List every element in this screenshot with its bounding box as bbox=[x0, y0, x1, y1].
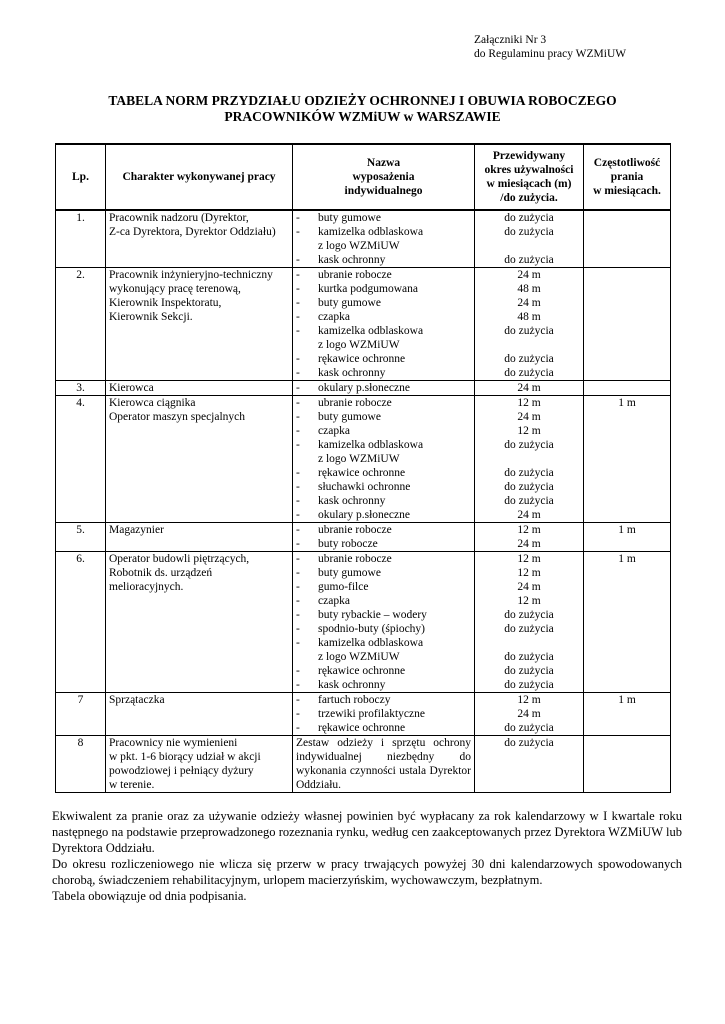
equipment-item bbox=[296, 239, 471, 253]
equipment-item bbox=[296, 466, 471, 480]
period-value: do zużycia bbox=[504, 254, 554, 266]
period-value: do zużycia bbox=[504, 495, 554, 507]
period-value: do zużycia bbox=[504, 722, 554, 734]
row-character bbox=[106, 210, 293, 268]
bullet-dash: - bbox=[296, 665, 300, 677]
equipment-item-label: buty gumowe bbox=[318, 411, 381, 423]
row-lp: 4. bbox=[56, 396, 106, 523]
equipment-item bbox=[296, 678, 471, 692]
equipment-item-label: rękawice ochronne bbox=[318, 665, 406, 677]
bullet-dash: - bbox=[296, 269, 300, 281]
equipment-item-label: kask ochronny bbox=[318, 679, 386, 691]
equipment-item bbox=[296, 693, 471, 707]
equipment-item-label: buty gumowe bbox=[318, 297, 381, 309]
equipment-item-label: słuchawki ochronne bbox=[318, 481, 411, 493]
header-usage-period: Przewidywany okres używalności w miesiącach (m) /do zużycia. bbox=[475, 144, 584, 210]
period-value: 48 m bbox=[517, 311, 541, 323]
bullet-dash: - bbox=[296, 297, 300, 309]
equipment-item bbox=[296, 438, 471, 452]
annex-number: Załączniki Nr 3 bbox=[474, 34, 547, 46]
annex-regulation: do Regulaminu pracy WZMiUW bbox=[474, 48, 627, 60]
equipment-item-label: buty gumowe bbox=[318, 212, 381, 224]
equipment-item bbox=[296, 366, 471, 380]
row-period: do zużycia bbox=[475, 736, 584, 793]
bullet-dash: - bbox=[296, 283, 300, 295]
bullet-dash: - bbox=[296, 467, 300, 479]
equipment-item-label: buty robocze bbox=[318, 538, 378, 550]
bullet-dash: - bbox=[296, 425, 300, 437]
period-value: 48 m bbox=[517, 283, 541, 295]
row-period bbox=[475, 268, 584, 381]
row-washing: 1 m bbox=[584, 552, 671, 693]
table-row bbox=[56, 552, 671, 693]
footer-paragraph-validity: Tabela obowiązuje od dnia podpisania. bbox=[52, 889, 247, 903]
footer-paragraph-settlement: Do okresu rozliczeniowego nie wlicza się przerw w pracy trwających powyżej 30 dni kalendarzowych spowodowanych chorobą, świadczeniem rehabilitacyjnym, urlopem macierzyńskim, wychowawczym, bezpłatnym. bbox=[52, 857, 682, 887]
bullet-dash: - bbox=[296, 439, 300, 451]
character-line: Sprzątaczka bbox=[109, 694, 165, 706]
equipment-item-label: ubranie robocze bbox=[318, 524, 392, 536]
bullet-dash: - bbox=[296, 411, 300, 423]
equipment-item bbox=[296, 707, 471, 721]
equipment-item-label: spodnio-buty (śpiochy) bbox=[318, 623, 426, 635]
equipment-item bbox=[296, 721, 471, 735]
character-line: Kierownik Sekcji. bbox=[109, 311, 193, 323]
bullet-dash: - bbox=[296, 495, 300, 507]
period-value bbox=[478, 636, 580, 650]
period-value: do zużycia bbox=[504, 679, 554, 691]
equipment-item bbox=[296, 664, 471, 678]
character-line: Magazynier bbox=[109, 524, 164, 536]
row-equipment bbox=[293, 523, 475, 552]
row-lp: 1. bbox=[56, 210, 106, 268]
period-value: 24 m bbox=[517, 297, 541, 309]
equipment-item bbox=[296, 508, 471, 522]
document-title-line2: PRACOWNIKÓW WZMiUW w WARSZAWIE bbox=[224, 109, 501, 124]
bullet-dash: - bbox=[296, 254, 300, 266]
equipment-item bbox=[296, 594, 471, 608]
equipment-item bbox=[296, 225, 471, 239]
bullet-dash: - bbox=[296, 538, 300, 550]
row-equipment-text: Zestaw odzieży i sprzętu ochrony indywidualnej niezbędny do wykonania czynności ustala Dyrektor Oddziału. bbox=[293, 736, 475, 793]
equipment-item bbox=[296, 552, 471, 566]
equipment-item bbox=[296, 338, 471, 352]
period-value: 24 m bbox=[517, 581, 541, 593]
equipment-item-label: trzewiki profilaktyczne bbox=[318, 708, 425, 720]
equipment-item bbox=[296, 282, 471, 296]
row-period bbox=[475, 523, 584, 552]
equipment-item-label: kamizelka odblaskowa bbox=[318, 637, 424, 649]
equipment-item bbox=[296, 296, 471, 310]
character-line: Kierownik Inspektoratu, bbox=[109, 297, 222, 309]
footer-notes bbox=[52, 808, 682, 904]
equipment-item bbox=[296, 480, 471, 494]
period-value: do zużycia bbox=[504, 439, 554, 451]
equipment-item bbox=[296, 566, 471, 580]
bullet-dash: - bbox=[296, 623, 300, 635]
row-lp: 7 bbox=[56, 693, 106, 736]
row-period bbox=[475, 693, 584, 736]
header-lp: Lp. bbox=[56, 144, 106, 210]
bullet-dash: - bbox=[296, 367, 300, 379]
table-row bbox=[56, 268, 671, 381]
period-value: do zużycia bbox=[504, 325, 554, 337]
bullet-dash: - bbox=[296, 722, 300, 734]
bullet-dash: - bbox=[296, 637, 300, 649]
equipment-item-label: ubranie robocze bbox=[318, 269, 392, 281]
row-lp: 6. bbox=[56, 552, 106, 693]
character-line: Operator budowli piętrzących, bbox=[109, 553, 250, 565]
equipment-item-label: rękawice ochronne bbox=[318, 353, 406, 365]
equipment-item bbox=[296, 253, 471, 267]
table-row bbox=[56, 210, 671, 268]
equipment-item bbox=[296, 494, 471, 508]
bullet-dash: - bbox=[296, 509, 300, 521]
bullet-dash: - bbox=[296, 325, 300, 337]
row-equipment bbox=[293, 552, 475, 693]
bullet-dash: - bbox=[296, 581, 300, 593]
row-character bbox=[106, 552, 293, 693]
equipment-item-label: czapka bbox=[318, 311, 350, 323]
period-value: do zużycia bbox=[504, 212, 554, 224]
period-value: 24 m bbox=[517, 509, 541, 521]
table-row bbox=[56, 381, 671, 396]
bullet-dash: - bbox=[296, 353, 300, 365]
equipment-item bbox=[296, 211, 471, 225]
row-washing bbox=[584, 210, 671, 268]
table-header-row bbox=[56, 144, 671, 210]
period-value: 12 m bbox=[517, 567, 541, 579]
equipment-item bbox=[296, 622, 471, 636]
bullet-dash: - bbox=[296, 694, 300, 706]
equipment-item-label: kamizelka odblaskowa bbox=[318, 439, 424, 451]
bullet-dash: - bbox=[296, 595, 300, 607]
character-line: melioracyjnych. bbox=[109, 581, 184, 593]
period-value: do zużycia bbox=[504, 367, 554, 379]
character-line: Robotnik ds. urządzeń bbox=[109, 567, 213, 579]
equipment-item-label: z logo WZMiUW bbox=[318, 339, 400, 351]
row-washing bbox=[584, 736, 671, 793]
period-value: do zużycia bbox=[504, 623, 554, 635]
row-character bbox=[106, 268, 293, 381]
period-value bbox=[478, 239, 580, 253]
row-lp: 8 bbox=[56, 736, 106, 793]
document-title-line1: TABELA NORM PRZYDZIAŁU ODZIEŻY OCHRONNEJ I OBUWIA ROBOCZEGO bbox=[108, 93, 617, 108]
equipment-item-label: rękawice ochronne bbox=[318, 467, 406, 479]
equipment-item bbox=[296, 537, 471, 551]
bullet-dash: - bbox=[296, 553, 300, 565]
equipment-item-label: z logo WZMiUW bbox=[318, 651, 400, 663]
row-character bbox=[106, 396, 293, 523]
period-value: do zużycia bbox=[504, 353, 554, 365]
bullet-dash: - bbox=[296, 679, 300, 691]
row-equipment bbox=[293, 693, 475, 736]
period-value: do zużycia bbox=[504, 665, 554, 677]
period-value bbox=[478, 452, 580, 466]
equipment-item-label: kamizelka odblaskowa bbox=[318, 325, 424, 337]
row-lp: 5. bbox=[56, 523, 106, 552]
table-row bbox=[56, 396, 671, 523]
row-equipment bbox=[293, 268, 475, 381]
header-equipment-name: Nazwa wyposażenia indywidualnego bbox=[293, 144, 475, 210]
row-period bbox=[475, 552, 584, 693]
character-line: Pracownik nadzoru (Dyrektor, bbox=[109, 212, 249, 224]
equipment-item-label: fartuch roboczy bbox=[318, 694, 391, 706]
equipment-item bbox=[296, 636, 471, 650]
character-line: Operator maszyn specjalnych bbox=[109, 411, 246, 423]
row-character bbox=[106, 523, 293, 552]
period-value: do zużycia bbox=[504, 609, 554, 621]
period-value: do zużycia bbox=[504, 226, 554, 238]
equipment-item-label: kamizelka odblaskowa bbox=[318, 226, 424, 238]
row-washing: 1 m bbox=[584, 523, 671, 552]
row-period bbox=[475, 210, 584, 268]
document-title bbox=[40, 93, 685, 125]
bullet-dash: - bbox=[296, 226, 300, 238]
equipment-item bbox=[296, 268, 471, 282]
row-washing bbox=[584, 268, 671, 381]
period-value: do zużycia bbox=[504, 651, 554, 663]
row-equipment bbox=[293, 381, 475, 396]
period-value: 12 m bbox=[517, 595, 541, 607]
bullet-dash: - bbox=[296, 382, 300, 394]
row-character bbox=[106, 381, 293, 396]
equipment-item-label: okulary p.słoneczne bbox=[318, 382, 410, 394]
equipment-item bbox=[296, 396, 471, 410]
row-lp: 3. bbox=[56, 381, 106, 396]
header-character: Charakter wykonywanej pracy bbox=[106, 144, 293, 210]
row-period bbox=[475, 381, 584, 396]
character-line: Z-ca Dyrektora, Dyrektor Oddziału) bbox=[109, 226, 276, 238]
bullet-dash: - bbox=[296, 609, 300, 621]
equipment-item bbox=[296, 324, 471, 338]
equipment-item bbox=[296, 650, 471, 664]
equipment-item-label: kask ochronny bbox=[318, 367, 386, 379]
bullet-dash: - bbox=[296, 481, 300, 493]
equipment-item-label: ubranie robocze bbox=[318, 397, 392, 409]
row-character bbox=[106, 693, 293, 736]
row-period bbox=[475, 396, 584, 523]
equipment-item-label: rękawice ochronne bbox=[318, 722, 406, 734]
period-value: do zużycia bbox=[504, 481, 554, 493]
equipment-item-label: buty gumowe bbox=[318, 567, 381, 579]
annex-reference bbox=[474, 33, 626, 61]
period-value: 12 m bbox=[517, 425, 541, 437]
table-row bbox=[56, 693, 671, 736]
period-value: 12 m bbox=[517, 524, 541, 536]
equipment-item-label: ubranie robocze bbox=[318, 553, 392, 565]
character-line: wykonujący pracę terenową, bbox=[109, 283, 241, 295]
row-washing: 1 m bbox=[584, 396, 671, 523]
period-value: 24 m bbox=[517, 269, 541, 281]
period-value: 24 m bbox=[517, 538, 541, 550]
header-washing-frequency: Częstotliwość prania w miesiącach. bbox=[584, 144, 671, 210]
row-equipment bbox=[293, 210, 475, 268]
equipment-item-label: czapka bbox=[318, 425, 350, 437]
footer-paragraph-equivalent: Ekwiwalent za pranie oraz za używanie odzieży własnej powinien być wypłacany za rok kalendarzowy w I kwartale roku następnego na podstawie przeprowadzonego rozeznania rynku, według cen zaakceptowanych przez Dyrektora WZMiUW lub Dyrektora Oddziału. bbox=[52, 809, 682, 855]
bullet-dash: - bbox=[296, 397, 300, 409]
equipment-item-label: kurtka podgumowana bbox=[318, 283, 418, 295]
equipment-item bbox=[296, 580, 471, 594]
equipment-item bbox=[296, 608, 471, 622]
row-equipment bbox=[293, 396, 475, 523]
equipment-item-label: czapka bbox=[318, 595, 350, 607]
equipment-item-label: kask ochronny bbox=[318, 495, 386, 507]
table-body bbox=[56, 210, 671, 793]
row-washing bbox=[584, 381, 671, 396]
row-washing: 1 m bbox=[584, 693, 671, 736]
period-value: do zużycia bbox=[504, 467, 554, 479]
equipment-item-label: buty rybackie – wodery bbox=[318, 609, 427, 621]
row-lp: 2. bbox=[56, 268, 106, 381]
bullet-dash: - bbox=[296, 311, 300, 323]
period-value: 24 m bbox=[517, 382, 541, 394]
character-line: Kierowca bbox=[109, 382, 154, 394]
equipment-item-label: z logo WZMiUW bbox=[318, 240, 400, 252]
period-value bbox=[478, 338, 580, 352]
character-line: Kierowca ciągnika bbox=[109, 397, 196, 409]
equipment-item bbox=[296, 410, 471, 424]
period-value: 24 m bbox=[517, 708, 541, 720]
equipment-item-label: kask ochronny bbox=[318, 254, 386, 266]
bullet-dash: - bbox=[296, 567, 300, 579]
norms-table bbox=[55, 143, 671, 793]
equipment-item bbox=[296, 310, 471, 324]
row-character: Pracownicy nie wymienieni w pkt. 1-6 biorący udział w akcji powodziowej i pełniący dyżury w terenie. bbox=[106, 736, 293, 793]
bullet-dash: - bbox=[296, 212, 300, 224]
table-row bbox=[56, 523, 671, 552]
period-value: 12 m bbox=[517, 553, 541, 565]
equipment-item bbox=[296, 381, 471, 395]
equipment-item-label: z logo WZMiUW bbox=[318, 453, 400, 465]
equipment-item-label: okulary p.słoneczne bbox=[318, 509, 410, 521]
period-value: 12 m bbox=[517, 397, 541, 409]
table-row-8 bbox=[56, 736, 671, 793]
period-value: 24 m bbox=[517, 411, 541, 423]
character-line: Pracownik inżynieryjno-techniczny bbox=[109, 269, 273, 281]
equipment-item bbox=[296, 424, 471, 438]
equipment-item bbox=[296, 452, 471, 466]
period-value: 12 m bbox=[517, 694, 541, 706]
equipment-item-label: gumo-filce bbox=[318, 581, 369, 593]
bullet-dash: - bbox=[296, 708, 300, 720]
equipment-item bbox=[296, 352, 471, 366]
equipment-item bbox=[296, 523, 471, 537]
bullet-dash: - bbox=[296, 524, 300, 536]
